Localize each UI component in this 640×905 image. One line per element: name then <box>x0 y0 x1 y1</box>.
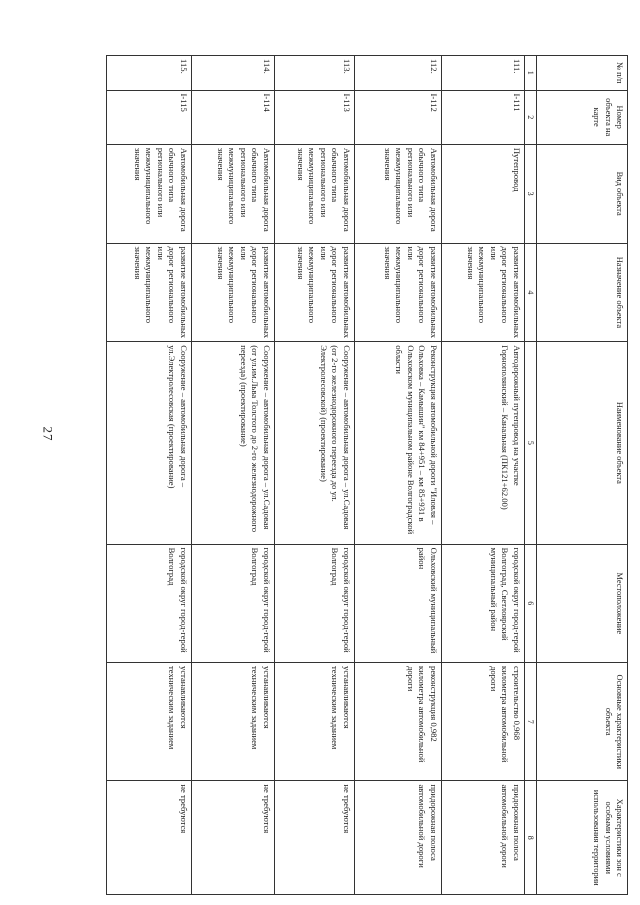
zone-characteristics: придорожная полоса автомобильной дороги <box>355 781 442 895</box>
map-number: I-113 <box>275 90 355 144</box>
object-kind: Автомобильная дорога обычного типа регионального или межмуниципального значения <box>275 144 355 243</box>
table-header-row <box>537 56 628 895</box>
zone-characteristics: не требуются <box>192 781 275 895</box>
table-row <box>442 56 525 895</box>
object-purpose: развитие автомобильных дорог регионального или межмуниципального значения <box>192 243 275 342</box>
column-number: 8 <box>525 781 537 895</box>
object-location: городской округ город-герой Волгоград <box>192 544 275 662</box>
object-kind: Путепровод <box>442 144 525 243</box>
rotated-table-container <box>66 55 628 895</box>
row-number: 111. <box>442 56 525 91</box>
object-specs: устанавливаются техническим заданием <box>275 663 355 781</box>
object-location: городской округ город-герой Волгоград <box>275 544 355 662</box>
table-row <box>192 56 275 895</box>
object-location: Ольховский муниципальный район <box>355 544 442 662</box>
object-specs: реконструкция 0,982 километра автомобильной дороги <box>355 663 442 781</box>
header-cell: Вид объекта <box>537 144 628 243</box>
object-purpose: развитие автомобильных дорог регионального или межмуниципального значения <box>355 243 442 342</box>
object-specs: устанавливаются техническим заданием <box>192 663 275 781</box>
map-number: I-111 <box>442 90 525 144</box>
object-kind: Автомобильная дорога обычного типа регионального или межмуниципального значения <box>107 144 192 243</box>
object-purpose: развитие автомобильных дорог регионального или межмуниципального значения <box>107 243 192 342</box>
object-location: городской округ город-герой Волгоград <box>107 544 192 662</box>
table-row <box>275 56 355 895</box>
map-number: I-114 <box>192 90 275 144</box>
object-name: Сооружение – автомобильная дорога – ул.Садовая (от ул.им.Льва Толстого до 2-го железнодорожного переезда) (проектирование) <box>192 342 275 544</box>
object-name: Автодорожный путепровод на участке Горнополянский – Канальная (ПК121+62.00) <box>442 342 525 544</box>
row-number: 115. <box>107 56 192 91</box>
object-specs: строительство 0,968 километра автомобильной дороги <box>442 663 525 781</box>
header-cell: Местоположение <box>537 544 628 662</box>
row-number: 113. <box>275 56 355 91</box>
column-number: 2 <box>525 90 537 144</box>
column-number: 1 <box>525 56 537 91</box>
map-number: I-112 <box>355 90 442 144</box>
object-kind: Автомобильная дорога обычного типа регионального или межмуниципального значения <box>192 144 275 243</box>
header-cell: Основные характеристики объекта <box>537 663 628 781</box>
object-kind: Автомобильная дорога обычного типа регионального или межмуниципального значения <box>355 144 442 243</box>
page-number: 27 <box>40 426 56 442</box>
header-cell: Назначение объекта <box>537 243 628 342</box>
object-specs: устанавливаются техническим заданием <box>107 663 192 781</box>
object-purpose: развитие автомобильных дорог регионального или межмуниципального значения <box>442 243 525 342</box>
column-number: 6 <box>525 544 537 662</box>
zone-characteristics: не требуются <box>107 781 192 895</box>
object-purpose: развитие автомобильных дорог регионального или межмуниципального значения <box>275 243 355 342</box>
column-number: 3 <box>525 144 537 243</box>
objects-table <box>106 55 628 895</box>
table-row <box>355 56 442 895</box>
zone-characteristics: не требуются <box>275 781 355 895</box>
column-number-row <box>525 56 537 895</box>
column-number: 7 <box>525 663 537 781</box>
object-name: Сооружение – автомобильная дорога – ул.Электролесовская (проектирование) <box>107 342 192 544</box>
row-number: 114. <box>192 56 275 91</box>
column-number: 4 <box>525 243 537 342</box>
column-number: 5 <box>525 342 537 544</box>
object-location: городской округ город-герой Волгоград, Светлоярский муниципальный район <box>442 544 525 662</box>
header-cell: Наименование объекта <box>537 342 628 544</box>
header-cell: № п/п <box>537 56 628 91</box>
map-number: I-115 <box>107 90 192 144</box>
table-row <box>107 56 192 895</box>
object-name: Реконструкция автомобильной дороги "Иловля – Ольховка – Камышин" км 84+951 – км 85+931 в Ольховском муниципальном районе Волгоградской области <box>355 342 442 544</box>
header-cell: Номер объекта на карте <box>537 90 628 144</box>
row-number: 112. <box>355 56 442 91</box>
zone-characteristics: придорожная полоса автомобильной дороги <box>442 781 525 895</box>
object-name: Сооружение – автомобильная дорога – ул.Садовая (от 2-го железнодорожного переезда до ул. Электролесовской) (проектирование) <box>275 342 355 544</box>
header-cell: Характеристики зон с особыми условиями использования территории <box>537 781 628 895</box>
